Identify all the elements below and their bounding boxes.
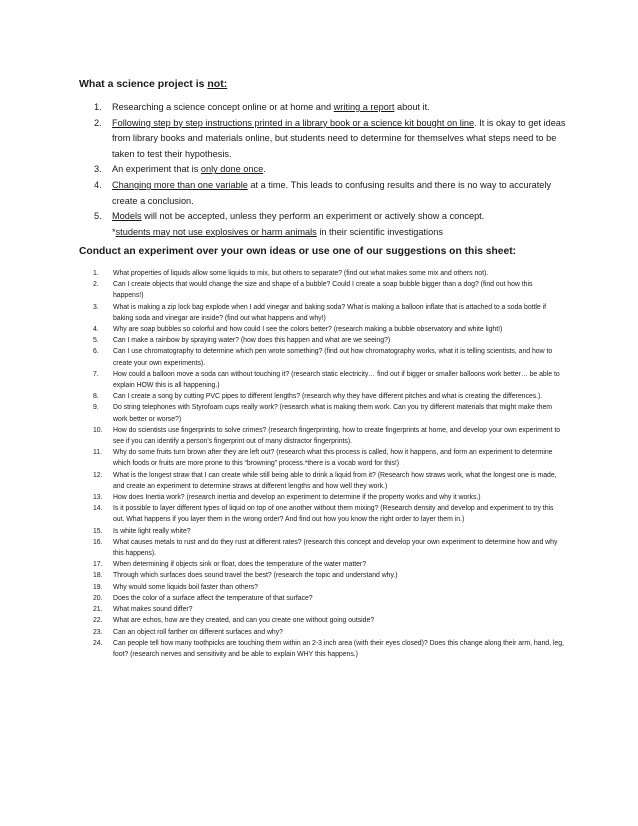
suggestion-item: [79, 335, 564, 346]
heading-emphasis: not:: [207, 78, 228, 90]
not-list: [79, 100, 569, 240]
suggestion-item: [79, 268, 564, 279]
not-item-number: 1.: [94, 102, 102, 112]
suggestion-item: [79, 503, 564, 525]
suggestion-number: 20.: [93, 594, 103, 602]
suggestion-number: 6.: [93, 348, 99, 356]
suggestion-number: 16.: [93, 538, 103, 546]
suggestion-number: 12.: [93, 471, 103, 479]
not-item-2: [79, 116, 569, 163]
not-item-text-end: about it.: [394, 102, 430, 112]
suggestion-number: 14.: [93, 505, 103, 513]
suggestion-text: What causes metals to rust and do they rust at different rates? (research this concept and develop your own experiment to determine how and why this happens).: [113, 538, 558, 558]
not-item-number: 5.: [94, 211, 102, 222]
suggestion-number: 11.: [93, 449, 103, 457]
heading-prefix: What a science project is: [79, 78, 208, 90]
suggestion-text: Why are soap bubbles so colorful and how could I see the colors better? (research making a bubble observatory and white light!): [113, 326, 503, 334]
suggestion-item: [79, 559, 564, 570]
suggestion-text: Do string telephones with Styrofoam cups really work? (research what is making them work. Can you try different materials that might make them work better or worse?): [113, 404, 552, 423]
not-item-text-end: at a time. This leads to confusing results and there is no way to accurately create a conclusion.: [112, 179, 552, 206]
safety-note-star: *: [112, 226, 116, 237]
suggestion-item: [79, 447, 564, 469]
suggestion-item: [79, 582, 564, 593]
suggestion-item: [79, 346, 564, 368]
not-item-text-end: will not be accepted, unless they perform an experiment or actively show a concept.: [141, 211, 485, 222]
suggestion-text: How do scientists use fingerprints to solve crimes? (research fingerprinting, how to create fingerprints at home, and develop your own experiment to see if you can identify a person's fingerprint out of many distractor fingerprints).: [113, 426, 561, 446]
suggestion-text: Does the color of a surface affect the temperature of that surface?: [113, 594, 313, 602]
suggestion-item: [79, 324, 564, 335]
suggestion-number: 22.: [93, 617, 103, 625]
not-item-underlined: Following step by step instructions printed in a library book or a science kit bought on line: [112, 117, 475, 128]
suggestion-number: 24.: [93, 639, 103, 647]
suggestion-text: What is making a zip lock bag explode when I add vinegar and baking soda? What is making a balloon inflate that is attached to a soda bottle if baking soda and vinegar are inside? (find out what happens and why!): [113, 303, 547, 322]
suggestion-number: 9.: [93, 404, 99, 412]
suggestion-item: [79, 470, 564, 492]
not-item-1: [79, 100, 569, 116]
suggestion-item: [79, 402, 564, 424]
suggestion-number: 15.: [93, 527, 103, 535]
suggestion-number: 7.: [93, 370, 99, 378]
suggestion-item: [79, 638, 564, 660]
safety-note-text: in their scientific investigations: [316, 226, 443, 237]
suggestion-number: 8.: [93, 393, 99, 401]
not-item-3: [79, 162, 569, 178]
suggestion-text: How does Inertia work? (research inertia and develop an experiment to determine if the property works and why it works.): [113, 494, 481, 502]
suggestion-item: [79, 593, 564, 604]
suggestion-item: [79, 615, 564, 626]
suggestion-number: 3.: [93, 303, 99, 311]
suggestion-text: Why would some liquids boil faster than others?: [113, 583, 258, 591]
heading-what-not: [79, 78, 227, 90]
suggestion-text: What makes sound differ?: [113, 606, 193, 614]
suggestion-number: 19.: [93, 583, 103, 591]
suggestion-text: Can an object roll farther on different surfaces and why?: [113, 628, 283, 636]
suggestion-text: Can I use chromatography to determine which pen wrote something? (find out how chromatography works, what it is telling scientists, and how to create your own experiments).: [113, 348, 553, 367]
not-item-text: Researching a science concept online or at home and: [112, 102, 334, 112]
suggestion-number: 4.: [93, 326, 99, 334]
suggestion-text: When determining if objects sink or float, does the temperature of the water matter?: [113, 561, 367, 569]
not-item-number: 4.: [94, 179, 102, 190]
suggestion-item: [79, 537, 564, 559]
suggestion-item: [79, 492, 564, 503]
suggestion-text: Is white light really white?: [113, 527, 191, 535]
suggestion-text: Is it possible to layer different types of liquid on top of one another without them mixing? (Research density and develop and experiment to try this out. What happens if you layer them in the wrong order? And find out how you know the right order to layer them in.): [113, 505, 554, 524]
suggestion-text: What are echos, how are they created, and can you create one without going outside?: [113, 617, 375, 625]
suggestion-number: 21.: [93, 606, 103, 614]
suggestion-list: [79, 268, 564, 660]
suggestion-number: 1.: [93, 270, 99, 277]
suggestion-number: 13.: [93, 494, 103, 502]
suggestion-number: 23.: [93, 628, 103, 636]
suggestion-item: [79, 369, 564, 391]
not-item-number: 3.: [94, 164, 102, 175]
suggestion-number: 17.: [93, 561, 103, 569]
suggestion-item: [79, 570, 564, 581]
suggestion-item: [79, 425, 564, 447]
suggestion-text: How could a balloon move a soda can without touching it? (research static electricity… find out if bigger or smaller balloons work better… be able to explain HOW this is all happening.): [113, 370, 560, 390]
heading-conduct-experiment: Conduct an experiment over your own ideas or use one of our suggestions on this sheet:: [79, 246, 517, 257]
suggestion-number: 5.: [93, 337, 99, 345]
suggestion-number: 10.: [93, 426, 103, 434]
suggestion-text: Can people tell how many toothpicks are touching them within an 2-3 inch area (with their eyes closed)? Does this change along their arm, hand, leg, foot? (research nerves and sensitivity and be able to explain WHY this happens.): [113, 639, 564, 658]
suggestion-text: Can I create a song by cutting PVC pipes to different lengths? (research why they have different pitches and what is creating the differences.).: [113, 393, 543, 401]
not-item-number: 2.: [94, 117, 102, 128]
suggestion-item: [79, 302, 564, 324]
not-item-underlined: Changing more than one variable: [112, 179, 248, 190]
not-item-underlined: writing a report: [333, 102, 395, 112]
safety-note-underlined: students may not use explosives or harm animals: [115, 226, 317, 237]
suggestion-text: Can I make a rainbow by spraying water? (how does this happen and what are we seeing?): [113, 337, 391, 345]
not-item-text: An experiment that is: [112, 164, 201, 175]
not-item-text-end: .: [263, 164, 266, 175]
suggestion-text: Why do some fruits turn brown after they are left out? (research what this process is called, how it happens, and form an experiment to determine which foods or fruits are more prone to this “browning” process.*there is a vocab word for this!): [113, 449, 553, 468]
suggestion-item: [79, 526, 564, 537]
not-item-4: [79, 178, 569, 209]
suggestion-number: 18.: [93, 572, 103, 580]
suggestion-text: Through which surfaces does sound travel the best? (research the topic and understand why.): [113, 572, 398, 580]
not-item-underlined: Models: [112, 211, 142, 222]
not-item-5: [79, 209, 569, 240]
not-item-text-end: . It is okay to get ideas from library books and materials online, but students need to determine for themselves what steps need to be taken to test their hypothesis.: [112, 117, 566, 159]
suggestion-item: [79, 279, 564, 301]
suggestion-number: 2.: [93, 281, 99, 289]
suggestion-text: What properties of liquids allow some liquids to mix, but others to separate? (find out what makes some mix and others not).: [113, 270, 489, 277]
suggestion-item: [79, 391, 564, 402]
suggestion-item: [79, 627, 564, 638]
suggestion-text: What is the longest straw that I can create while still being able to drink a liquid from it? (Research how straws work, what the longest one is made, and create an experiment to determine straws at different lengths and how well they work.): [113, 471, 557, 490]
suggestion-text: Can I create objects that would change the size and shape of a bubble? Could I create a soap bubble bigger than a dog? (find out how this happens!): [113, 281, 533, 300]
suggestion-item: [79, 604, 564, 615]
not-item-underlined: only done once: [200, 164, 264, 175]
